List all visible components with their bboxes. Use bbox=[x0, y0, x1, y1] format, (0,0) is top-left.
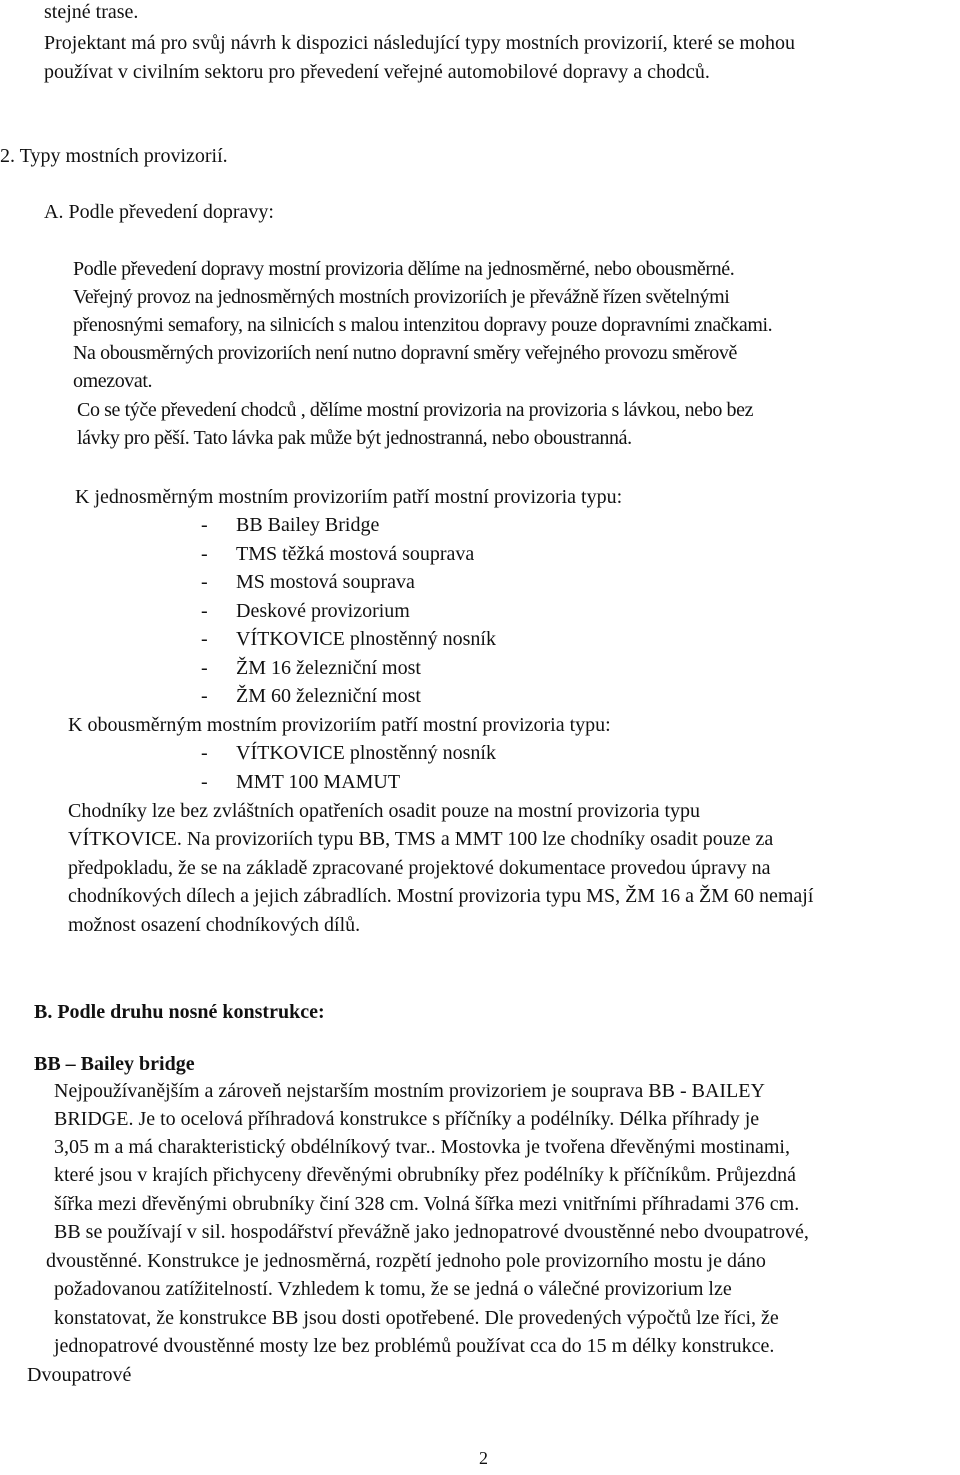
bb-line: 3,05 m a má charakteristický obdélníkový tvar.. Mostovka je tvořena dřevěnými mostinami, bbox=[54, 1136, 790, 1158]
list-item: MMT 100 MAMUT bbox=[236, 771, 401, 793]
list-dash: - bbox=[201, 657, 208, 679]
list-item: MS mostová souprava bbox=[236, 571, 415, 593]
section-a-line: lávky pro pěší. Tato lávka pak může být jednostranná, nebo oboustranná. bbox=[77, 427, 632, 449]
section-a-line: omezovat. bbox=[73, 370, 153, 392]
list-dash: - bbox=[201, 571, 208, 593]
bb-line: jednopatrové dvoustěnné mosty lze bez problémů používat cca do 15 m délky konstrukce. bbox=[54, 1335, 775, 1357]
section-a-line: přenosnými semafory, na silnicích s malou intenzitou dopravy pouze dopravními značkami. bbox=[73, 314, 773, 336]
intro-fragment: stejné trase. bbox=[44, 1, 139, 23]
section-heading-b: B. Podle druhu nosné konstrukce: bbox=[34, 1001, 325, 1023]
list-dash: - bbox=[201, 514, 208, 536]
list-item: VÍTKOVICE plnostěnný nosník bbox=[236, 742, 496, 764]
section-heading-types: 2. Typy mostních provizorií. bbox=[0, 145, 228, 167]
one-way-intro: K jednosměrným mostním provizoriím patří mostní provizoria typu: bbox=[75, 486, 623, 508]
two-way-intro: K obousměrným mostním provizoriím patří mostní provizoria typu: bbox=[68, 714, 611, 736]
bb-line: Nejpoužívanějším a zároveň nejstarším mostním provizoriem je souprava BB - BAILEY bbox=[54, 1080, 765, 1102]
intro-paragraph-line: Projektant má pro svůj návrh k dispozici následující typy mostních provizorií, které se mohou bbox=[44, 32, 795, 54]
list-dash: - bbox=[201, 685, 208, 707]
section-heading-a: A. Podle převedení dopravy: bbox=[44, 201, 274, 223]
bb-line: dvoustěnné. Konstrukce je jednosměrná, rozpětí jednoho pole provizorního mostu je dáno bbox=[46, 1250, 766, 1272]
list-item: ŽM 16 železniční most bbox=[236, 657, 421, 679]
list-dash: - bbox=[201, 543, 208, 565]
section-a-line: Veřejný provoz na jednosměrných mostních provizoriích je převážně řízen světelnými bbox=[73, 286, 730, 308]
intro-paragraph-line: používat v civilním sektoru pro převedení veřejné automobilové dopravy a chodců. bbox=[44, 61, 710, 83]
list-dash: - bbox=[201, 771, 208, 793]
bb-line: požadovanou zatížitelností. Vzhledem k tomu, že se jedná o válečné provizorium lze bbox=[54, 1278, 732, 1300]
sidewalk-line: VÍTKOVICE. Na provizoriích typu BB, TMS a MMT 100 lze chodníky osadit pouze za bbox=[68, 828, 774, 850]
bb-line: šířka mezi dřevěnými obrubníky činí 328 cm. Volná šířka mezi vnitřními příhradami 376 cm. bbox=[54, 1193, 800, 1215]
page-number: 2 bbox=[479, 1448, 488, 1468]
sidewalk-line: chodníkových dílech a jejich zábradlích. Mostní provizoria typu MS, ŽM 16 a ŽM 60 nemají bbox=[68, 885, 814, 907]
list-item: TMS těžká mostová souprava bbox=[236, 543, 475, 565]
list-dash: - bbox=[201, 742, 208, 764]
sidewalk-line: Chodníky lze bez zvláštních opatřeních osadit pouze na mostní provizoria typu bbox=[68, 800, 701, 822]
bb-line: BRIDGE. Je to ocelová příhradová konstrukce s příčníky a podélníky. Délka příhrady je bbox=[54, 1108, 760, 1130]
list-dash: - bbox=[201, 628, 208, 650]
list-dash: - bbox=[201, 600, 208, 622]
list-item: ŽM 60 železniční most bbox=[236, 685, 421, 707]
bb-line: které jsou v krajích přichyceny dřevěnými obrubníky přez podélníky k příčníkům. Průjezdná bbox=[54, 1164, 797, 1186]
sidewalk-line: možnost osazení chodníkových dílů. bbox=[68, 914, 361, 936]
continuation-text: Dvoupatrové bbox=[27, 1364, 132, 1386]
list-item: BB Bailey Bridge bbox=[236, 514, 380, 536]
subheading-bb: BB – Bailey bridge bbox=[34, 1053, 195, 1075]
bb-line: konstatovat, že konstrukce BB jsou dosti opotřebené. Dle provedených výpočtů lze říci, že bbox=[54, 1307, 779, 1329]
list-item: Deskové provizorium bbox=[236, 600, 410, 622]
section-a-line: Co se týče převedení chodců , dělíme mostní provizoria na provizoria s lávkou, nebo bez bbox=[77, 399, 754, 421]
section-a-line: Na obousměrných provizoriích není nutno dopravní směry veřejného provozu směrově bbox=[73, 342, 737, 364]
list-item: VÍTKOVICE plnostěnný nosník bbox=[236, 628, 496, 650]
bb-line: BB se používají v sil. hospodářství převážně jako jednopatrové dvoustěnné nebo dvoupatrové, bbox=[54, 1221, 809, 1243]
sidewalk-line: předpokladu, že se na základě zpracované projektové dokumentace provedou úpravy na bbox=[68, 857, 771, 879]
section-a-line: Podle převedení dopravy mostní provizoria dělíme na jednosměrné, nebo obousměrné. bbox=[73, 258, 735, 280]
